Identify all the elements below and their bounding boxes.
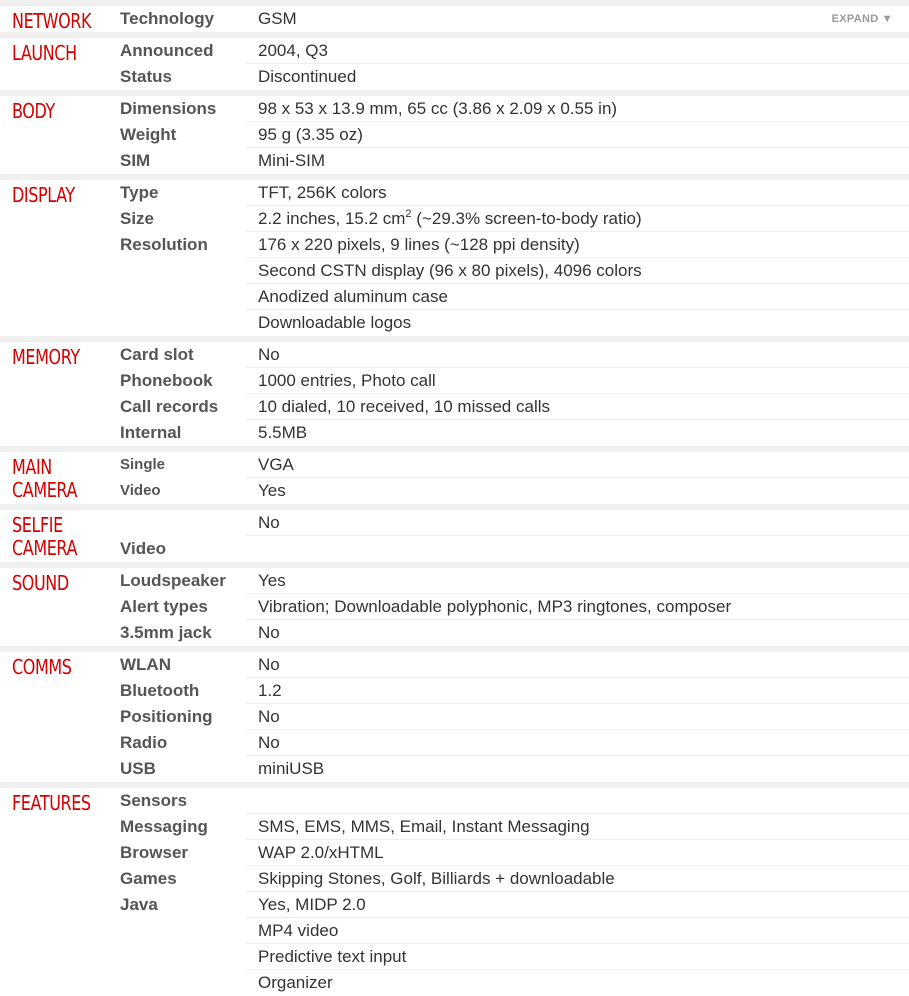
- spec-value-suffix: (~29.3% screen-to-body ratio): [411, 209, 642, 228]
- spec-value: [246, 96, 909, 122]
- spec-row: [0, 892, 909, 918]
- spec-key[interactable]: Resolution: [120, 235, 208, 254]
- spec-value: [246, 944, 909, 970]
- category-label: LAUNCH: [12, 41, 77, 65]
- spec-value-superscript: 2: [405, 208, 412, 220]
- spec-value-text: Yes, MIDP 2.0: [258, 895, 366, 914]
- spec-key[interactable]: Dimensions: [120, 99, 217, 118]
- spec-key[interactable]: [108, 310, 246, 336]
- spec-value-text: No: [258, 733, 280, 752]
- spec-key[interactable]: Status: [120, 67, 172, 86]
- category-label: COMMS: [12, 655, 72, 679]
- spec-value-text: 176 x 220 pixels, 9 lines (~128 ppi density): [258, 235, 580, 254]
- spec-key[interactable]: [108, 944, 246, 970]
- spec-value-text: Organizer: [258, 973, 333, 992]
- category-label: SOUND: [12, 571, 69, 595]
- spec-row: [0, 420, 909, 446]
- spec-row: [0, 730, 909, 756]
- spec-row: [0, 64, 909, 90]
- spec-value: [246, 536, 909, 562]
- spec-section-memory: [0, 336, 909, 446]
- spec-key[interactable]: Loudspeaker: [120, 571, 226, 590]
- spec-key[interactable]: Positioning: [120, 707, 213, 726]
- spec-section-body: [0, 90, 909, 174]
- spec-row: [0, 944, 909, 970]
- spec-row: [0, 206, 909, 232]
- spec-key[interactable]: Sensors: [120, 791, 188, 810]
- spec-value: [246, 310, 909, 336]
- spec-row: [0, 704, 909, 730]
- spec-key[interactable]: [108, 510, 246, 536]
- spec-value: [246, 6, 909, 32]
- spec-value: [246, 892, 909, 918]
- spec-key[interactable]: [108, 284, 246, 310]
- spec-value: [246, 866, 909, 892]
- spec-value: [246, 568, 909, 594]
- spec-value: [246, 478, 909, 504]
- spec-value-text: 1.2: [258, 681, 282, 700]
- spec-value-text: 2004, Q3: [258, 41, 328, 60]
- spec-value-text: No: [258, 655, 280, 674]
- spec-value-text: 1000 entries, Photo call: [258, 371, 436, 390]
- spec-value: [246, 730, 909, 756]
- spec-key[interactable]: Weight: [120, 125, 177, 144]
- spec-value-text: Downloadable logos: [258, 313, 412, 332]
- spec-row: [0, 452, 909, 478]
- spec-key[interactable]: [108, 258, 246, 284]
- spec-section-launch: [0, 32, 909, 90]
- spec-value-text: MP4 video: [258, 921, 339, 940]
- spec-row: [0, 678, 909, 704]
- spec-row: [0, 180, 909, 206]
- spec-row: [0, 788, 909, 814]
- spec-value-text: Yes: [258, 481, 286, 500]
- spec-row: [0, 866, 909, 892]
- spec-value: [246, 64, 909, 90]
- category-label: MAIN CAMERA: [12, 455, 78, 502]
- spec-key[interactable]: Games: [120, 869, 177, 888]
- spec-value: [246, 652, 909, 678]
- spec-value-text: No: [258, 623, 280, 642]
- spec-row: [0, 284, 909, 310]
- spec-value-text: Predictive text input: [258, 947, 407, 966]
- category-label: MEMORY: [12, 345, 80, 369]
- spec-value: [246, 206, 909, 232]
- spec-key[interactable]: Announced: [120, 41, 214, 60]
- spec-value-text: Anodized aluminum case: [258, 287, 448, 306]
- spec-key[interactable]: Browser: [120, 843, 189, 862]
- spec-row: [0, 970, 909, 996]
- spec-value-text: Skipping Stones, Golf, Billiards + downloadable: [258, 869, 615, 888]
- spec-key[interactable]: Bluetooth: [120, 681, 200, 700]
- spec-value: [246, 368, 909, 394]
- spec-value-text: GSM: [258, 9, 297, 28]
- spec-value: [246, 342, 909, 368]
- spec-key[interactable]: Card slot: [120, 345, 194, 364]
- spec-section-network: [0, 0, 909, 32]
- spec-value: [246, 148, 909, 174]
- spec-section-selfie-camera: [0, 504, 909, 562]
- category-label: FEATURES: [12, 791, 91, 815]
- spec-key[interactable]: Internal: [120, 423, 182, 442]
- spec-row: [0, 148, 909, 174]
- spec-key[interactable]: Phonebook: [120, 371, 213, 390]
- spec-value-text: No: [258, 513, 280, 532]
- spec-row: [0, 310, 909, 336]
- spec-section-main-camera: [0, 446, 909, 504]
- spec-row: [0, 394, 909, 420]
- spec-value-text: No: [258, 707, 280, 726]
- spec-row: [0, 620, 909, 646]
- spec-row: [0, 568, 909, 594]
- spec-value: [246, 284, 909, 310]
- spec-row: [0, 232, 909, 258]
- spec-value: [246, 258, 909, 284]
- spec-row: [0, 840, 909, 866]
- spec-value-text: Second CSTN display (96 x 80 pixels), 4096 colors: [258, 261, 642, 280]
- spec-value-text: VGA: [258, 455, 294, 474]
- spec-value: [246, 620, 909, 646]
- spec-value-text: 10 dialed, 10 received, 10 missed calls: [258, 397, 550, 416]
- spec-value-text: No: [258, 345, 280, 364]
- spec-row: [0, 342, 909, 368]
- category-label: DISPLAY: [12, 183, 75, 207]
- spec-value: [246, 594, 909, 620]
- category-label: NETWORK: [12, 9, 92, 33]
- spec-value: [246, 970, 909, 996]
- spec-key[interactable]: WLAN: [120, 655, 171, 674]
- spec-key[interactable]: Call records: [120, 397, 219, 416]
- spec-key[interactable]: Single: [120, 456, 166, 473]
- spec-value-text: miniUSB: [258, 759, 325, 778]
- spec-value: [246, 678, 909, 704]
- spec-row: [0, 258, 909, 284]
- spec-key[interactable]: Video: [120, 482, 161, 499]
- spec-section-display: [0, 174, 909, 336]
- spec-row: [0, 38, 909, 64]
- spec-value: [246, 38, 909, 64]
- spec-value: [246, 788, 909, 814]
- spec-value: [246, 232, 909, 258]
- spec-value: [246, 180, 909, 206]
- spec-key[interactable]: Technology: [120, 9, 215, 28]
- spec-row: [0, 368, 909, 394]
- spec-value-text: 5.5MB: [258, 423, 308, 442]
- spec-row: [0, 478, 909, 504]
- spec-value-text: 98 x 53 x 13.9 mm, 65 cc (3.86 x 2.09 x 0.55 in): [258, 99, 618, 118]
- spec-section-features: [0, 782, 909, 996]
- category-label: BODY: [12, 99, 55, 123]
- spec-value-text: TFT, 256K colors: [258, 183, 387, 202]
- spec-key[interactable]: Java: [120, 895, 158, 914]
- spec-row: [0, 510, 909, 536]
- spec-key[interactable]: Type: [120, 183, 159, 202]
- spec-row: [0, 6, 909, 32]
- spec-value: [246, 704, 909, 730]
- expand-button[interactable]: EXPAND ▼: [831, 13, 893, 25]
- spec-key[interactable]: [108, 918, 246, 944]
- spec-value: [246, 840, 909, 866]
- spec-key[interactable]: [108, 970, 246, 996]
- spec-value-text: 2.2 inches, 15.2 cm: [258, 209, 406, 228]
- spec-value-text: Discontinued: [258, 67, 357, 86]
- spec-key[interactable]: SIM: [120, 151, 151, 170]
- spec-row: [0, 814, 909, 840]
- spec-row: [0, 918, 909, 944]
- spec-key[interactable]: Video: [120, 539, 166, 558]
- spec-key[interactable]: Alert types: [120, 597, 208, 616]
- spec-section-sound: [0, 562, 909, 646]
- spec-value: [246, 452, 909, 478]
- spec-value: [246, 122, 909, 148]
- spec-value-text: Vibration; Downloadable polyphonic, MP3 ringtones, composer: [258, 597, 732, 616]
- spec-value: [246, 420, 909, 446]
- spec-row: [0, 536, 909, 562]
- spec-value: [246, 510, 909, 536]
- spec-value-text: 95 g (3.35 oz): [258, 125, 363, 144]
- spec-section-comms: [0, 646, 909, 782]
- spec-row: [0, 122, 909, 148]
- spec-key[interactable]: Messaging: [120, 817, 208, 836]
- spec-value-text: SMS, EMS, MMS, Email, Instant Messaging: [258, 817, 590, 836]
- spec-value: [246, 918, 909, 944]
- spec-row: [0, 96, 909, 122]
- spec-value-text: WAP 2.0/xHTML: [258, 843, 384, 862]
- spec-key[interactable]: Size: [120, 209, 155, 228]
- spec-key[interactable]: 3.5mm jack: [120, 623, 212, 642]
- spec-row: [0, 652, 909, 678]
- spec-value: [246, 756, 909, 782]
- spec-row: [0, 756, 909, 782]
- spec-row: [0, 594, 909, 620]
- category-label: SELFIE CAMERA: [12, 513, 78, 560]
- spec-key[interactable]: USB: [120, 759, 156, 778]
- spec-value-text: Yes: [258, 571, 286, 590]
- spec-value: [246, 814, 909, 840]
- spec-key[interactable]: Radio: [120, 733, 168, 752]
- spec-value: [246, 394, 909, 420]
- spec-value-text: Mini-SIM: [258, 151, 326, 170]
